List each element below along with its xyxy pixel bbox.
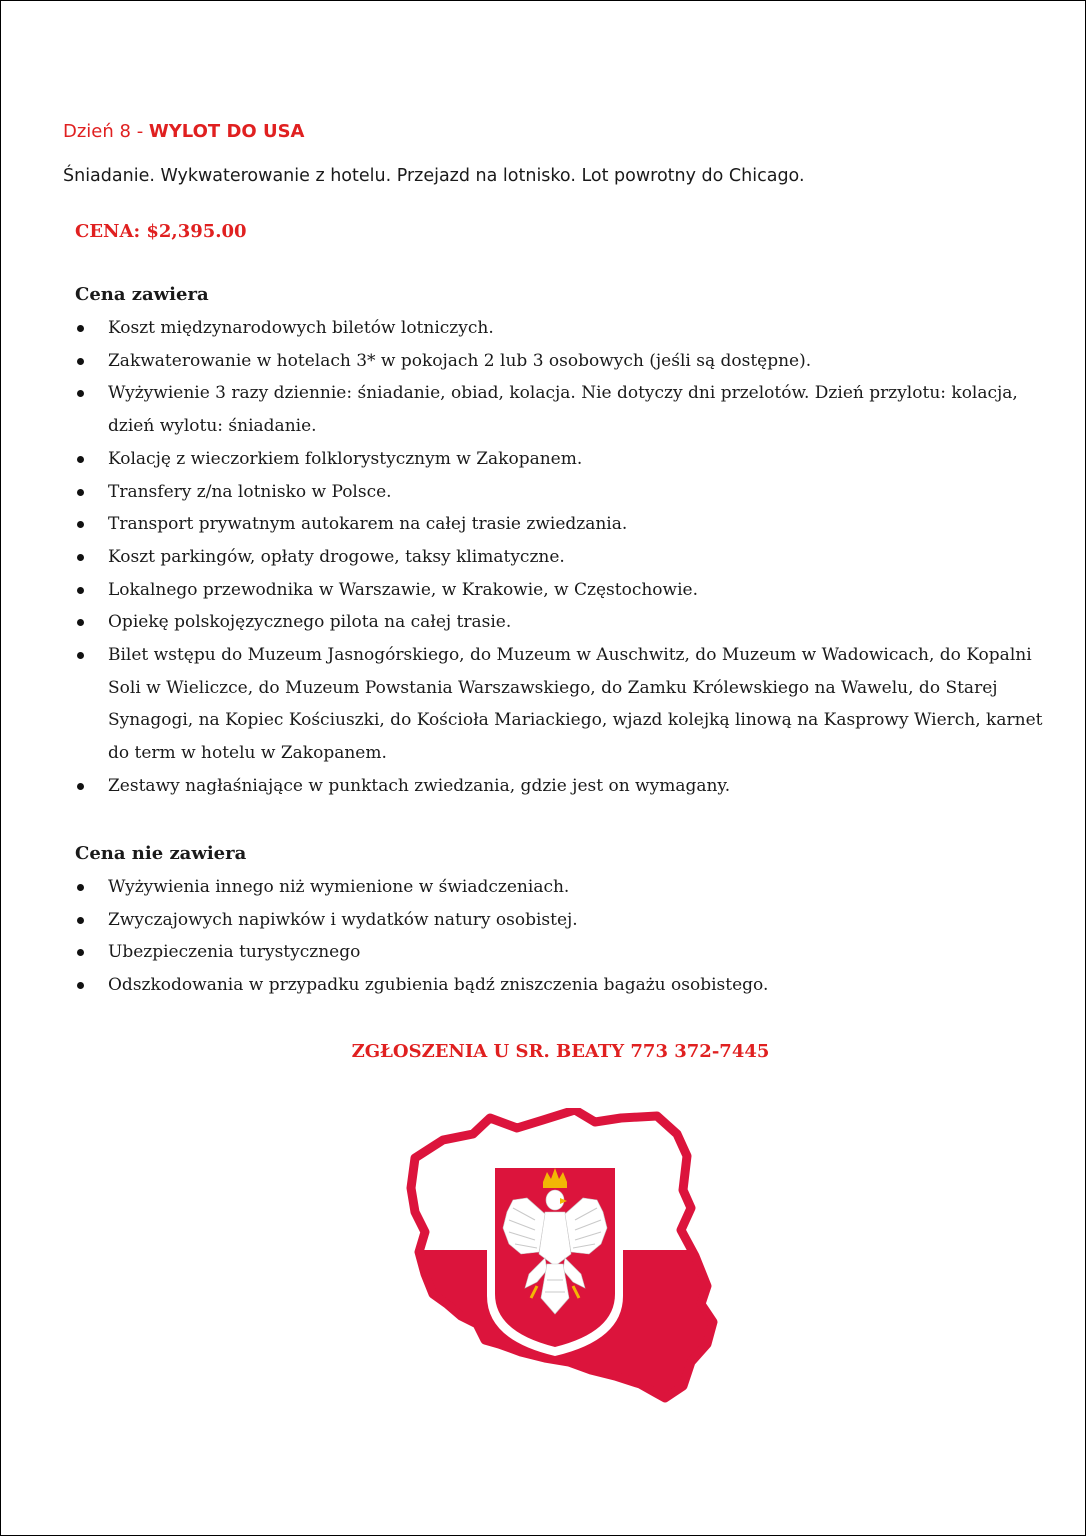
day-description: Śniadanie. Wykwaterowanie z hotelu. Przejazd na lotnisko. Lot powrotny do Chicago. xyxy=(63,166,805,186)
included-list xyxy=(75,312,1060,803)
list-item: Lokalnego przewodnika w Warszawie, w Krakowie, w Częstochowie. xyxy=(75,574,1060,607)
list-item: Zakwaterowanie w hotelach 3* w pokojach 2 lub 3 osobowych (jeśli są dostępne). xyxy=(75,345,1060,378)
list-item: Ubezpieczenia turystycznego xyxy=(75,936,1060,969)
excluded-list xyxy=(75,871,1060,1002)
list-item: Opiekę polskojęzycznego pilota na całej trasie. xyxy=(75,606,1060,639)
list-item: Zestawy nagłaśniające w punktach zwiedzania, gdzie jest on wymagany. xyxy=(75,770,1060,803)
list-item: Kolację z wieczorkiem folklorystycznym w Zakopanem. xyxy=(75,443,1060,476)
included-title: Cena zawiera xyxy=(75,284,209,305)
list-item: Zwyczajowych napiwków i wydatków natury osobistej. xyxy=(75,904,1060,937)
poland-map-eagle-icon xyxy=(395,1108,730,1408)
price: CENA: $2,395.00 xyxy=(75,221,247,242)
list-item: Odszkodowania w przypadku zgubienia bądź zniszczenia bagażu osobistego. xyxy=(75,969,1060,1002)
contact-info: ZGŁOSZENIA U SR. BEATY 773 372-7445 xyxy=(351,1041,770,1062)
day-title: Dzień 8 - WYLOT DO USA xyxy=(63,121,305,142)
list-item: Wyżywienie 3 razy dziennie: śniadanie, obiad, kolacja. Nie dotyczy dni przelotów. Dzień przylotu: kolacja, dzień wylotu: śniadanie. xyxy=(75,377,1060,442)
list-item: Wyżywienia innego niż wymienione w świadczeniach. xyxy=(75,871,1060,904)
list-item: Bilet wstępu do Muzeum Jasnogórskiego, do Muzeum w Auschwitz, do Muzeum w Wadowicach, do Kopalni Soli w Wieliczce, do Muzeum Powstania Warszawskiego, do Zamku Królewskiego na Wawelu, do Starej Synagogi, na Kopiec Kościuszki, do Kościoła Mariackiego, wjazd kolejką linową na Kasprowy Wierch, karnet do term w hotelu w Zakopanem. xyxy=(75,639,1060,770)
list-item: Transport prywatnym autokarem na całej trasie zwiedzania. xyxy=(75,508,1060,541)
excluded-title: Cena nie zawiera xyxy=(75,843,247,864)
list-item: Koszt międzynarodowych biletów lotniczych. xyxy=(75,312,1060,345)
list-item: Koszt parkingów, opłaty drogowe, taksy klimatyczne. xyxy=(75,541,1060,574)
list-item: Transfery z/na lotnisko w Polsce. xyxy=(75,476,1060,509)
